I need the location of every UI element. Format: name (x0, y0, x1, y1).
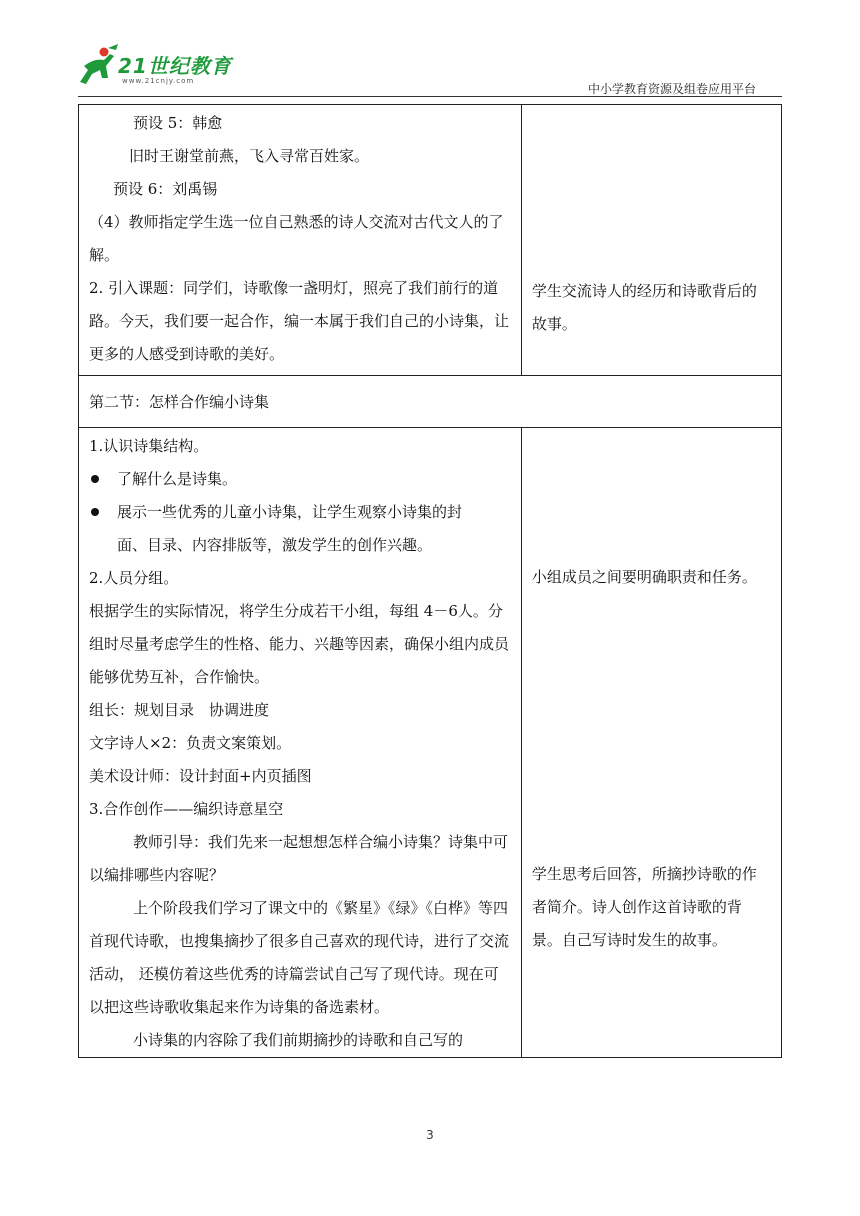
grouping-text: 根据学生的实际情况，将学生分成若干小组，每组 4－6人。分组时尽量考虑学生的性格、能力、兴趣等因素，确保小组内成员能够优势互补，合作愉快。 (89, 602, 510, 686)
section-heading: 第二节：怎样合作编小诗集 (79, 376, 782, 428)
running-figure-icon (78, 44, 118, 90)
logo-text: 21世纪教育 (118, 54, 232, 78)
page-header (78, 44, 782, 98)
step-3-title: 3.合作创作——编织诗意星空 (89, 800, 284, 818)
logo-url: www.21cnjy.com (122, 77, 195, 85)
preset-5: 预设 5：韩愈 (133, 114, 223, 132)
step-1-title: 1.认识诗集结构。 (89, 437, 209, 455)
note-cell (521, 105, 781, 376)
content-paragraph: 小诗集的内容除了我们前期摘抄的诗歌和自己写的 (133, 1031, 464, 1049)
bullet-continuation: 面、目录、内容排版等，激发学生的创作兴趣。 (117, 536, 433, 554)
table-row (79, 428, 782, 1058)
teacher-instruction: （4）教师指定学生选一位自己熟悉的诗人交流对古代文人的了解。 (89, 213, 504, 264)
student-note: 学生交流诗人的经历和诗歌背后的故事。 (531, 282, 757, 333)
platform-title: 中小学教育资源及组卷应用平台 (587, 82, 756, 96)
activity-cell (79, 428, 522, 1058)
bullet-item: 展示一些优秀的儿童小诗集，让学生观察小诗集的封 (89, 496, 511, 529)
table-row (79, 105, 782, 376)
teacher-guide: 教师引导：我们先来一起想想怎样合编小诗集？诗集中可以编排哪些内容呢？ (89, 833, 509, 884)
role-leader: 组长：规划目录 协调进度 (89, 701, 270, 719)
page-number: 3 (426, 1128, 434, 1142)
logo (78, 44, 278, 92)
role-writer: 文字诗人×2：负责文案策划。 (89, 734, 292, 752)
poem-line: 旧时王谢堂前燕，飞入寻常百姓家。 (129, 147, 370, 165)
bullet-item: 了解什么是诗集。 (89, 463, 511, 496)
group-note: 小组成员之间要明确职责和任务。 (531, 568, 757, 586)
review-paragraph: 上个阶段我们学习了课文中的《繁星》《绿》《白桦》等四首现代诗歌，也搜集摘抄了很多自己喜欢的现代诗，进行了交流活动， 还模仿着这些优秀的诗篇尝试自己写了现代诗。现在可以把这些诗歌收集起来作为诗集的备选素材。 (89, 899, 510, 1016)
answer-note: 学生思考后回答，所摘抄诗歌的作者简介。诗人创作这首诗歌的背景。自己写诗时发生的故事。 (531, 865, 757, 949)
step-2-title: 2.人员分组。 (89, 569, 179, 587)
activity-cell (79, 105, 522, 376)
preset-6: 预设 6：刘禹锡 (113, 180, 218, 198)
role-designer: 美术设计师：设计封面+内页插图 (89, 767, 312, 785)
note-cell (521, 428, 781, 1058)
lesson-intro: 2. 引入课题：同学们，诗歌像一盏明灯，照亮了我们前行的道路。今天，我们要一起合作，编一本属于我们自己的小诗集，让更多的人感受到诗歌的美好。 (89, 279, 510, 363)
table-row (79, 376, 782, 428)
lesson-table (78, 104, 782, 1058)
header-divider (78, 96, 782, 97)
